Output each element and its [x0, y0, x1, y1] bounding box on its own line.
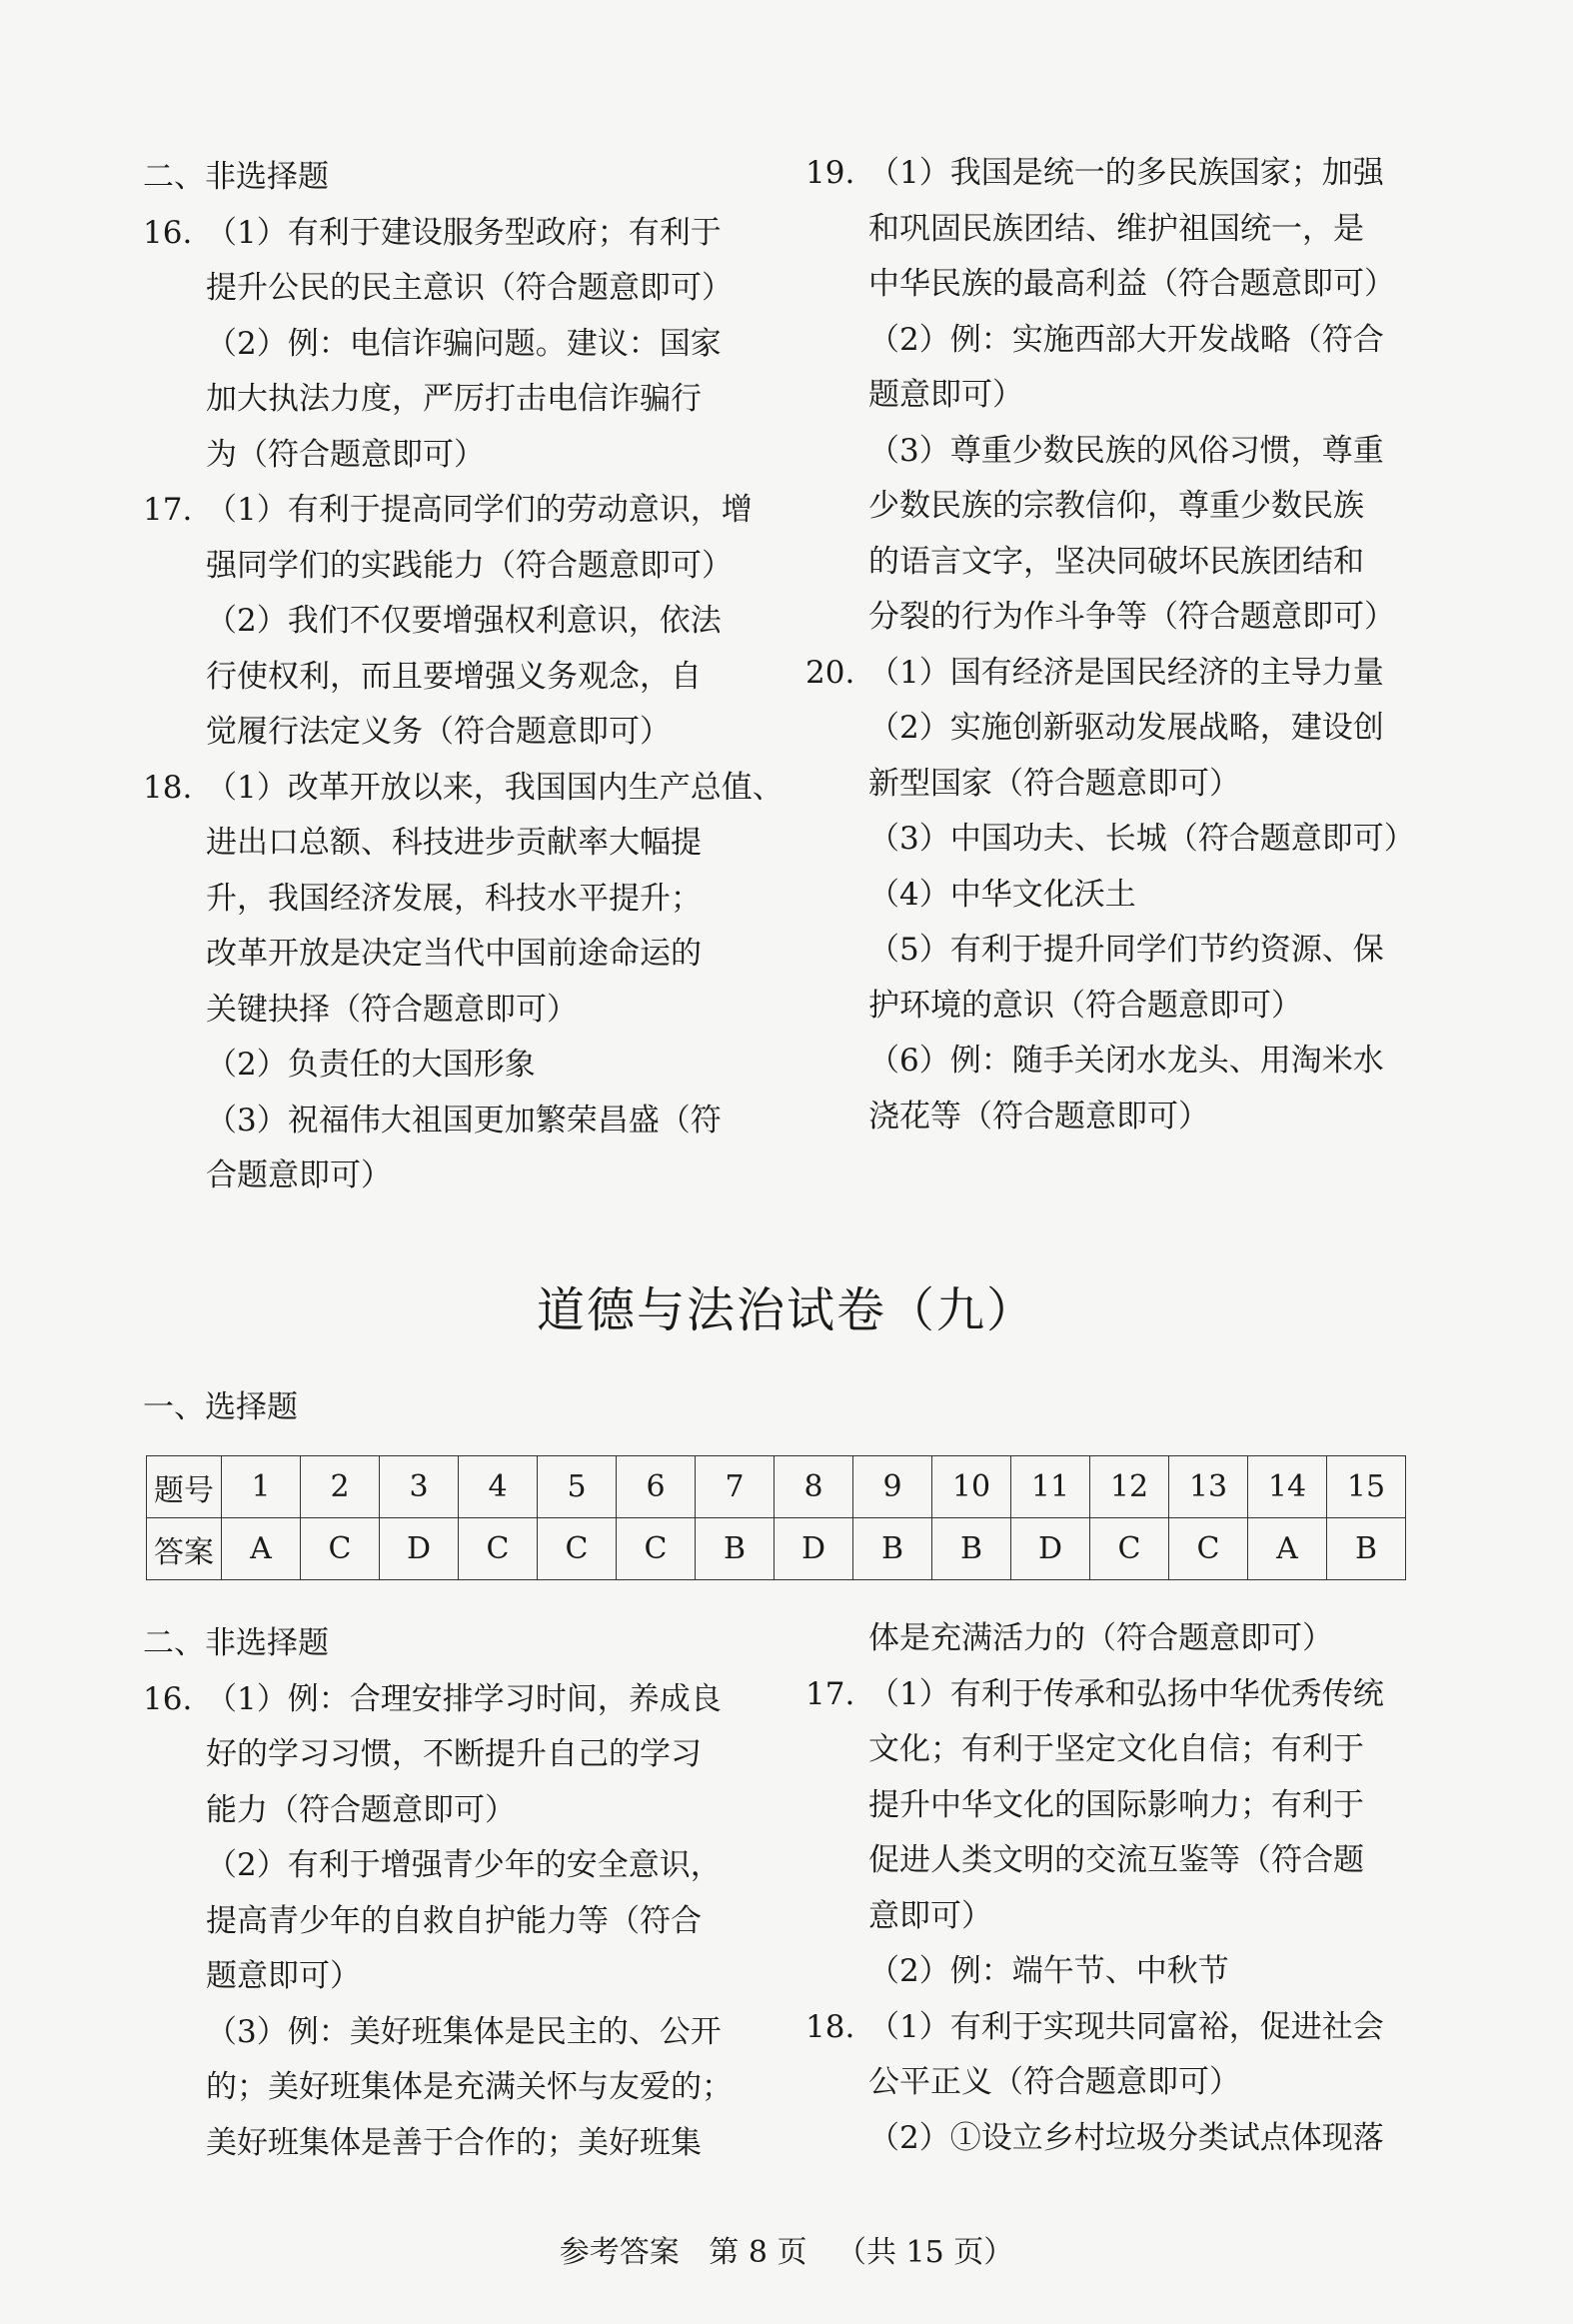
- answer-line: （2）实施创新驱动发展战略，建设创: [868, 710, 1384, 746]
- question-number-cell: 8: [775, 1456, 853, 1518]
- choice-section-heading: 一、选择题: [143, 1389, 298, 1425]
- answer-line: （2）我们不仅要增强权利意识，依法: [206, 603, 722, 639]
- bottom-right-column: [805, 1611, 1445, 2166]
- top-left-column: [143, 150, 783, 1204]
- answer-line: （6）例：随手关闭水龙头、用淘米水: [868, 1043, 1384, 1079]
- question-answer: [206, 1672, 783, 2172]
- answer-line: （2）负责任的大国形象: [206, 1047, 536, 1083]
- answer-cell: D: [380, 1518, 459, 1580]
- answer-cell: C: [538, 1518, 617, 1580]
- answer-table: [146, 1455, 1406, 1580]
- question-number: 19.: [805, 155, 855, 191]
- answer-line: 能力（符合题意即可）: [206, 1791, 516, 1828]
- question-number: 17.: [805, 1675, 855, 1712]
- answer-line: （3）尊重少数民族的风俗习惯，尊重: [868, 432, 1384, 469]
- answer-line: 提高青少年的自救自护能力等（符合: [206, 1902, 702, 1939]
- question-answer: [206, 483, 783, 761]
- answer-line: （2）例：电信诈骗问题。建议：国家: [206, 325, 722, 362]
- question-number-cell: 6: [617, 1456, 696, 1518]
- question-number-cell: 7: [696, 1456, 775, 1518]
- answer-cell: B: [853, 1518, 932, 1580]
- top-right-column: [805, 146, 1445, 1145]
- answer-line: 题意即可）: [206, 1958, 361, 1994]
- answer-line: （3）例：美好班集体是民主的、公开: [206, 2013, 722, 2050]
- answer-cell: A: [1248, 1518, 1327, 1580]
- question: [805, 1667, 1445, 2000]
- answer-line: 强同学们的实践能力（符合题意即可）: [206, 547, 733, 584]
- answer-line: 意即可）: [868, 1897, 992, 1934]
- question-answer: [868, 646, 1445, 1146]
- answer-line: 新型国家（符合题意即可）: [868, 765, 1240, 802]
- answer-line: 行使权利，而且要增强义务观念，自: [206, 658, 702, 695]
- answer-line: （2）有利于增强青少年的安全意识，: [206, 1847, 722, 1883]
- answer-cell: A: [222, 1518, 301, 1580]
- question-answer: [868, 2000, 1445, 2167]
- answer-line: （4）中华文化沃土: [868, 876, 1136, 913]
- question-answer: [206, 761, 783, 1204]
- answer-line: 好的学习习惯，不断提升自己的学习: [206, 1736, 702, 1772]
- question-number: 16.: [143, 1680, 193, 1717]
- answer-line: 促进人类文明的交流互鉴等（符合题: [868, 1842, 1364, 1878]
- question-number-cell: 15: [1327, 1456, 1406, 1518]
- answer-line: 题意即可）: [868, 377, 1023, 413]
- answer-line: 少数民族的宗教信仰，尊重少数民族: [868, 488, 1364, 524]
- question-number-cell: 12: [1090, 1456, 1169, 1518]
- question: [143, 1672, 783, 2172]
- answer-row: [147, 1518, 1406, 1580]
- answer-cell: B: [696, 1518, 775, 1580]
- answer-cell: C: [301, 1518, 380, 1580]
- answer-line: （1）有利于传承和弘扬中华优秀传统: [868, 1675, 1384, 1712]
- answer-line: （1）有利于建设服务型政府；有利于: [206, 214, 722, 251]
- question-number-cell: 13: [1169, 1456, 1248, 1518]
- answer-line: （1）我国是统一的多民族国家；加强: [868, 155, 1384, 191]
- answer-line: 中华民族的最高利益（符合题意即可）: [868, 266, 1395, 302]
- footer-label: 参考答案: [559, 2235, 680, 2270]
- exam-title: 道德与法治试卷（九）: [536, 1282, 1036, 1338]
- answer-line: 提升中华文化的国际影响力；有利于: [868, 1786, 1364, 1823]
- question-number: 18.: [805, 2008, 855, 2045]
- question-number: 16.: [143, 214, 193, 251]
- question-number-cell: 10: [932, 1456, 1011, 1518]
- answer-line: 觉履行法定义务（符合题意即可）: [206, 714, 671, 750]
- answer-line: 加大执法力度，严厉打击电信诈骗行: [206, 381, 702, 417]
- question-number-cell: 5: [538, 1456, 617, 1518]
- question-number: 18.: [143, 769, 193, 806]
- answer-cell: D: [1011, 1518, 1090, 1580]
- question: [805, 146, 1445, 646]
- row-label: 答案: [147, 1518, 222, 1580]
- answer-line: （1）改革开放以来，我国国内生产总值、: [206, 769, 784, 806]
- answer-line: 改革开放是决定当代中国前途命运的: [206, 936, 702, 972]
- answer-line: （3）祝福伟大祖国更加繁荣昌盛（符: [206, 1102, 722, 1139]
- answer-line: （3）中国功夫、长城（符合题意即可）: [868, 821, 1415, 857]
- footer-total-pages: （共 15 页）: [836, 2235, 1014, 2270]
- question-answer: [206, 206, 783, 484]
- answer-line: （1）例：合理安排学习时间，养成良: [206, 1680, 722, 1717]
- answer-line: 分裂的行为作斗争等（符合题意即可）: [868, 599, 1395, 635]
- question-number-cell: 1: [222, 1456, 301, 1518]
- question: [143, 483, 783, 761]
- answer-cell: C: [459, 1518, 538, 1580]
- question-answer: [868, 1667, 1445, 2000]
- answer-line: （2）例：端午节、中秋节: [868, 1953, 1229, 1989]
- question: [143, 761, 783, 1204]
- answer-cell: B: [1327, 1518, 1406, 1580]
- question-number-cell: 14: [1248, 1456, 1327, 1518]
- footer-page-number: 第 8 页: [709, 2235, 807, 2270]
- answer-line: 为（符合题意即可）: [206, 436, 485, 473]
- answer-line: （5）有利于提升同学们节约资源、保: [868, 932, 1384, 968]
- section-heading: 二、非选择题: [143, 1625, 329, 1661]
- continuation-line: 体是充满活力的（符合题意即可）: [868, 1620, 1333, 1656]
- question-number-cell: 4: [459, 1456, 538, 1518]
- answer-line: （2）①设立乡村垃圾分类试点体现落: [868, 2119, 1384, 2156]
- question-number: 20.: [805, 654, 855, 691]
- answer-line: 护环境的意识（符合题意即可）: [868, 987, 1302, 1024]
- answer-line: （1）国有经济是国民经济的主导力量: [868, 654, 1384, 691]
- question-number-cell: 3: [380, 1456, 459, 1518]
- question: [805, 646, 1445, 1146]
- answer-cell: C: [1169, 1518, 1248, 1580]
- answer-line: 和巩固民族团结、维护祖国统一，是: [868, 210, 1364, 247]
- answer-line: 美好班集体是善于合作的；美好班集: [206, 2124, 702, 2161]
- answer-cell: D: [775, 1518, 853, 1580]
- answer-cell: B: [932, 1518, 1011, 1580]
- answer-line: 的语言文字，坚决同破坏民族团结和: [868, 543, 1364, 580]
- question-number-cell: 2: [301, 1456, 380, 1518]
- answer-line: 进出口总额、科技进步贡献率大幅提: [206, 825, 702, 861]
- answer-cell: C: [617, 1518, 696, 1580]
- answer-line: 升，我国经济发展，科技水平提升；: [206, 880, 702, 917]
- answer-line: 文化；有利于坚定文化自信；有利于: [868, 1731, 1364, 1767]
- section-heading: 二、非选择题: [143, 159, 329, 195]
- answer-line: （1）有利于实现共同富裕，促进社会: [868, 2008, 1384, 2045]
- question-number-row: [147, 1456, 1406, 1518]
- question-number-cell: 9: [853, 1456, 932, 1518]
- answer-line: 的；美好班集体是充满关怀与友爱的；: [206, 2069, 733, 2105]
- answer-line: （2）例：实施西部大开发战略（符合: [868, 321, 1384, 358]
- question-number: 17.: [143, 492, 193, 528]
- answer-line: 合题意即可）: [206, 1158, 392, 1193]
- answer-line: 关键抉择（符合题意即可）: [206, 991, 578, 1028]
- answer-cell: C: [1090, 1518, 1169, 1580]
- question: [143, 206, 783, 484]
- answer-line: 提升公民的民主意识（符合题意即可）: [206, 270, 733, 306]
- question-number-cell: 11: [1011, 1456, 1090, 1518]
- answer-line: 公平正义（符合题意即可）: [868, 2064, 1240, 2100]
- page-footer: [0, 2227, 1573, 2271]
- bottom-left-column: [143, 1616, 783, 2171]
- row-label: 题号: [147, 1456, 222, 1518]
- question-answer: [868, 146, 1445, 646]
- answer-line: （1）有利于提高同学们的劳动意识，增: [206, 492, 753, 528]
- question: [805, 2000, 1445, 2167]
- answer-line: 浇花等（符合题意即可）: [868, 1098, 1209, 1135]
